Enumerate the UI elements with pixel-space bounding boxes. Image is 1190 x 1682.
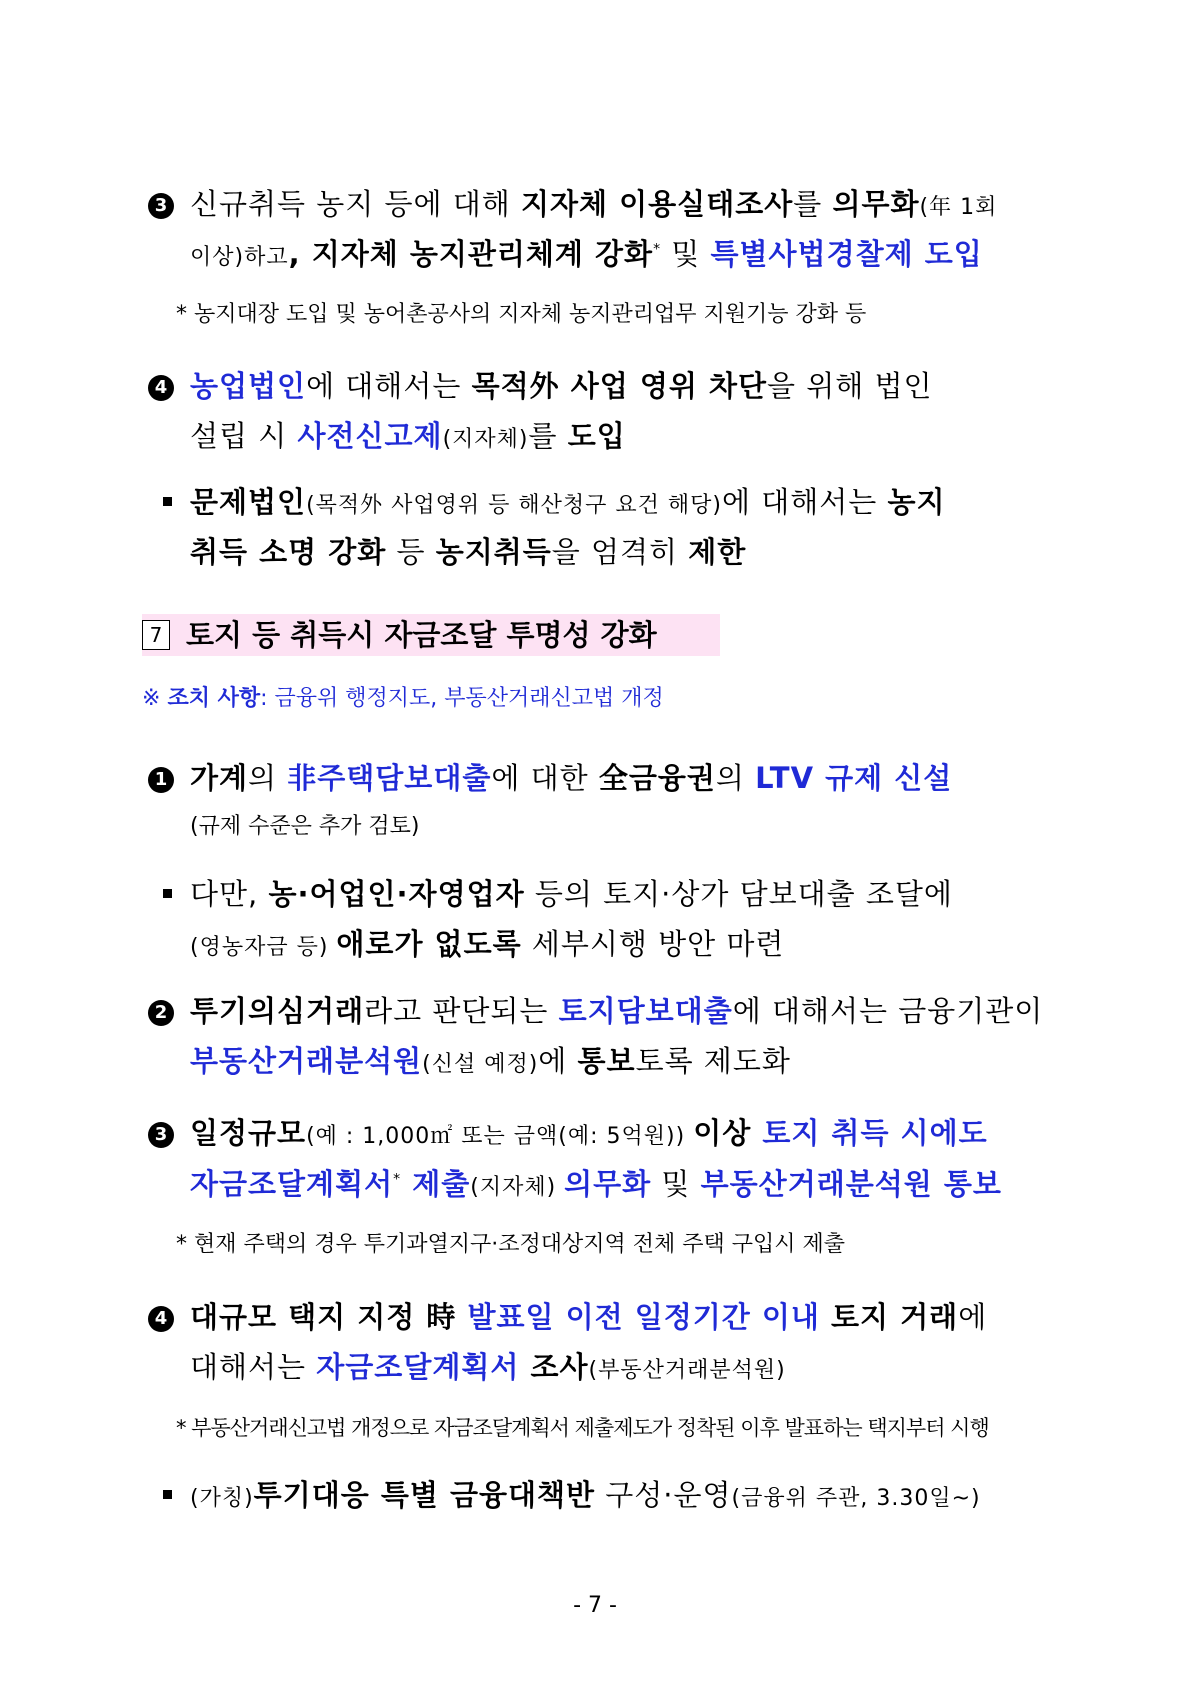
item3b-line2: 자금조달계획서* 제출(지자체) 의무화 및 부동산거래분석원 통보 (190, 1167, 1002, 1201)
item3a-line2: 이상)하고, 지자체 농지관리체계 강화* 및 특별사법경찰제 도입 (190, 237, 983, 271)
bullet3-line: (가칭)투기대응 특별 금융대책반 구성·운영(금융위 주관, 3.30일~) (190, 1478, 981, 1512)
footnote-enforcement: * 부동산거래신고법 개정으로 자금조달계획서 제출제도가 정착된 이후 발표하는 택지부터 시행 (176, 1416, 989, 1440)
item-marker-1: 1 (148, 767, 174, 793)
bullet2-line1: 다만, 농·어업인·자영업자 등의 토지·상가 담보대출 조달에 (190, 877, 953, 911)
section-title: 토지 등 취득시 자금조달 투명성 강화 (186, 618, 657, 652)
item-marker-3: 3 (148, 193, 174, 219)
item-marker-4: 4 (148, 1306, 174, 1332)
bullet2-line2: (영농자금 등) 애로가 없도록 세부시행 방안 마련 (190, 927, 785, 961)
item4a-line1: 농업법인에 대해서는 목적外 사업 영위 차단을 위해 법인 (190, 369, 933, 403)
measure-line: ※ 조치 사항: 금융위 행정지도, 부동산거래신고법 개정 (142, 686, 664, 711)
footnote-farmland-registry: * 농지대장 도입 및 농어촌공사의 지자체 농지관리업무 지원기능 강화 등 (176, 302, 867, 327)
bullet-square (163, 889, 172, 898)
item4a-line2: 설립 시 사전신고제(지자체)를 도입 (190, 419, 626, 453)
item4b-line2: 대해서는 자금조달계획서 조사(부동산거래분석원) (190, 1350, 786, 1384)
bullet1-line2: 취득 소명 강화 등 농지취득을 엄격히 제한 (190, 535, 747, 569)
item4b-line1: 대규모 택지 지정 時 발표일 이전 일정기간 이내 토지 거래에 (190, 1300, 988, 1334)
footnote-current-housing: * 현재 주택의 경우 투기과열지구·조정대상지역 전체 주택 구입시 제출 (176, 1232, 845, 1257)
item3b-line1: 일정규모(예 : 1,000㎡ 또는 금액(예: 5억원)) 이상 토지 취득 시에도 (190, 1116, 988, 1150)
item1-line2: (규제 수준은 추가 검토) (190, 814, 420, 839)
bullet-square (163, 1490, 172, 1499)
item3a-line1: 신규취득 농지 등에 대해 지자체 이용실태조사를 의무화(年 1회 (190, 187, 998, 221)
item-marker-4: 4 (148, 375, 174, 401)
item-marker-3: 3 (148, 1122, 174, 1148)
section-number: 7 (142, 620, 170, 650)
item2-line1: 투기의심거래라고 판단되는 토지담보대출에 대해서는 금융기관이 (190, 994, 1044, 1028)
bullet1-line1: 문제법인(목적外 사업영위 등 해산청구 요건 해당)에 대해서는 농지 (190, 485, 946, 519)
page-number: - 7 - (573, 1593, 617, 1618)
bullet-square (163, 497, 172, 506)
item1-line1: 가계의 非주택담보대출에 대한 全금융권의 LTV 규제 신설 (190, 761, 953, 795)
item-marker-2: 2 (148, 1000, 174, 1026)
item2-line2: 부동산거래분석원(신설 예정)에 통보토록 제도화 (190, 1044, 791, 1078)
